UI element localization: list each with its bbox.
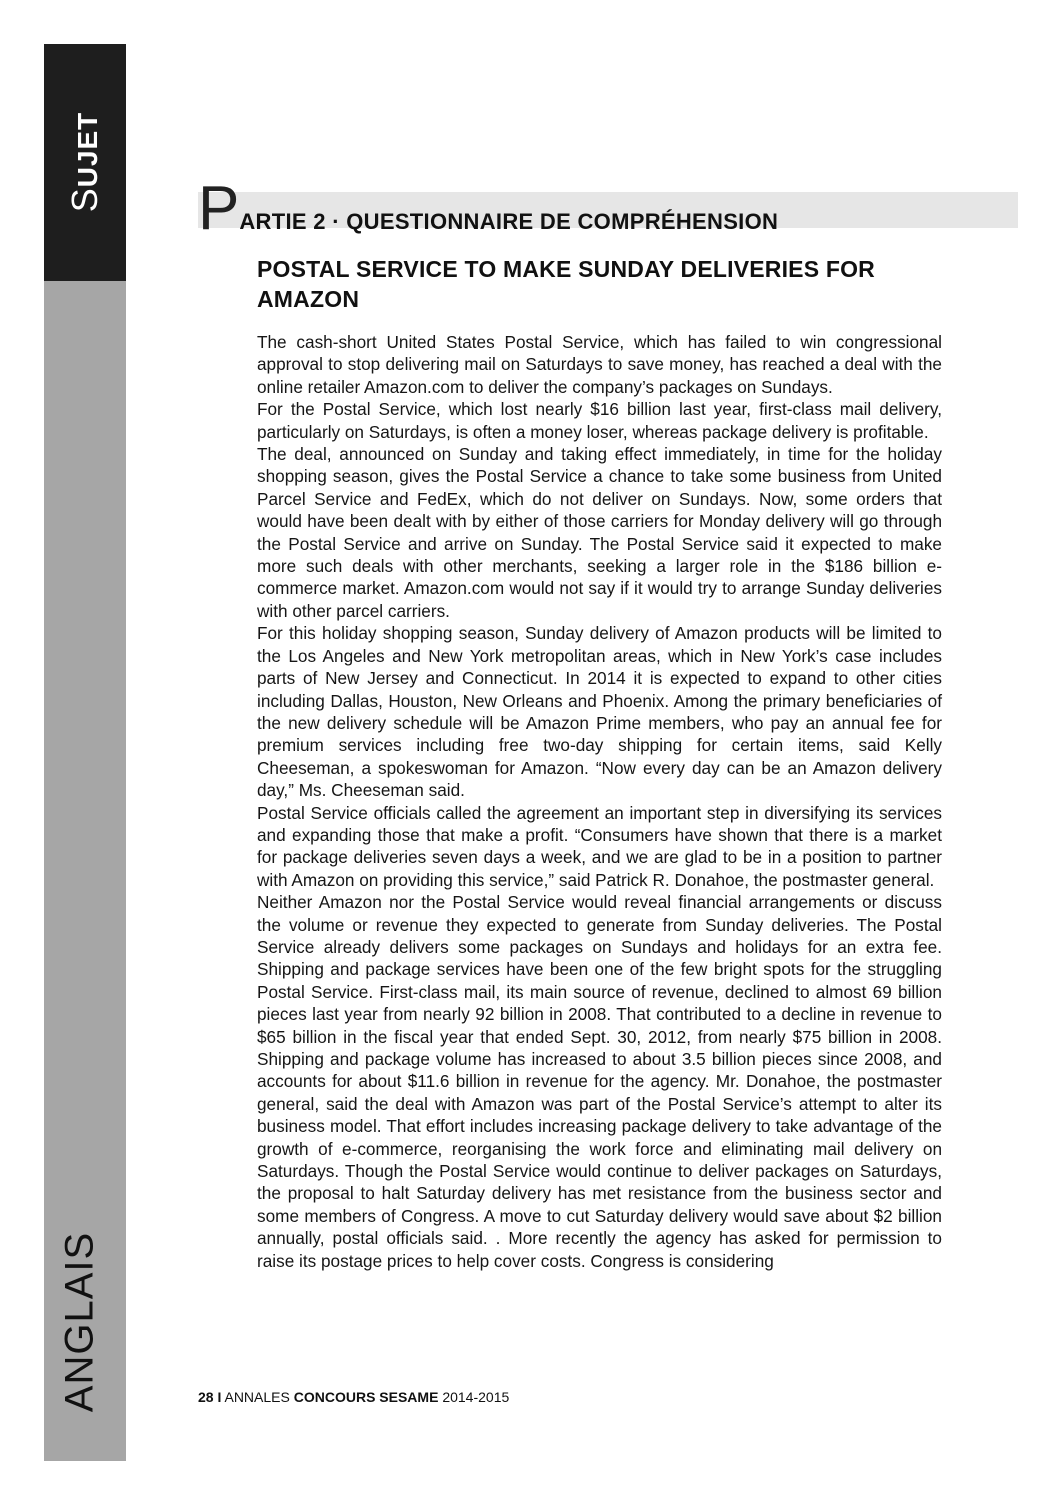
- article-paragraph: For the Postal Service, which lost nearly $16 billion last year, first-class mail delivery, particularly on Saturdays, is often a money loser, whereas package delivery is profitable.: [257, 399, 942, 442]
- section-label-initial: S: [64, 187, 105, 213]
- subject-label: ANGLAIS: [57, 1231, 102, 1413]
- section-label: [64, 112, 106, 213]
- article-title: POSTAL SERVICE TO MAKE SUNDAY DELIVERIES FOR AMAZON: [257, 256, 875, 312]
- article-paragraph: The deal, announced on Sunday and taking effect immediately, in time for the holiday shopping season, gives the Postal Service a chance to take some business from United Parcel Service and FedEx, which do not deliver on Sundays. Now, some orders that would have been dealt with by either of those carriers for Monday delivery will go through the Postal Service and arrive on Sunday. The Postal Service said it expected to make more such deals with other merchants, seeking a larger role in the $186 billion e-commerce market. Amazon.com would not say if it would try to arrange Sunday deliveries with other parcel carriers.: [257, 444, 942, 621]
- footer-separator: I: [217, 1389, 222, 1405]
- footer-years: 2014-2015: [442, 1389, 510, 1405]
- section-label-rest: UJET: [72, 111, 103, 188]
- page-number: 28: [198, 1389, 214, 1405]
- article-paragraph: The cash-short United States Postal Service, which has failed to win congressional approval to stop delivering mail on Saturdays to save money, has reached a deal with the online retailer Amazon.com to deliver the company’s packages on Sundays.: [257, 332, 942, 397]
- article-body: [257, 331, 942, 1272]
- part-heading-text: ARTIE 2 · QUESTIONNAIRE DE COMPRÉHENSION: [239, 209, 779, 234]
- footer-series: CONCOURS SESAME: [293, 1389, 439, 1405]
- part-heading: [198, 174, 779, 243]
- page-footer: [198, 1389, 509, 1405]
- article-paragraph: Neither Amazon nor the Postal Service would reveal financial arrangements or discuss the volume or revenue they expected to generate from Sunday deliveries. The Postal Service already delivers some packages on Sundays and holidays for an extra fee. Shipping and package services have been one of the few bright spots for the struggling Postal Service. First-class mail, its main source of revenue, declined to almost 69 billion pieces last year from nearly 92 billion in 2008. That contributed to a decline in revenue to $65 billion in the fiscal year that ended Sept. 30, 2012, from nearly $75 billion in 2008. Shipping and package volume has increased to about 3.5 billion pieces since 2008, and accounts for about $11.6 billion in revenue for the agency. Mr. Donahoe, the postmaster general, said the deal with Amazon was part of the Postal Service’s attempt to alter its business model. That effort includes increasing package delivery to take advantage of the growth of e-commerce, reorganising the work force and eliminating mail delivery on Saturdays. Though the Postal Service would continue to deliver packages on Saturdays, the proposal to halt Saturday delivery has met resistance from the business sector and some members of Congress. A move to cut Saturday delivery would save about $2 billion annually, postal officials said. . More recently the agency has asked for permission to raise its postage prices to help cover costs. Congress is considering: [257, 892, 942, 1271]
- footer-publication: ANNALES: [224, 1389, 290, 1405]
- article-paragraph: For this holiday shopping season, Sunday delivery of Amazon products will be limited to the Los Angeles and New York metropolitan areas, which in New York’s case includes parts of New Jersey and Connecticut. In 2014 it is expected to expand to other cities including Dallas, Houston, New Orleans and Phoenix. Among the primary beneficiaries of the new delivery schedule will be Amazon Prime members, who pay an annual fee for premium services including free two-day shipping for certain items, said Kelly Cheeseman, a spokeswoman for Amazon. “Now every day can be an Amazon delivery day,” Ms. Cheeseman said.: [257, 623, 942, 801]
- article-paragraph: Postal Service officials called the agreement an important step in diversifying its services and expanding those that make a profit. “Consumers have shown that there is a market for package deliveries seven days a week, and we are glad to be in a position to partner with Amazon on providing this service,” said Patrick R. Donahoe, the postmaster general.: [257, 802, 942, 890]
- part-heading-initial: P: [198, 174, 240, 243]
